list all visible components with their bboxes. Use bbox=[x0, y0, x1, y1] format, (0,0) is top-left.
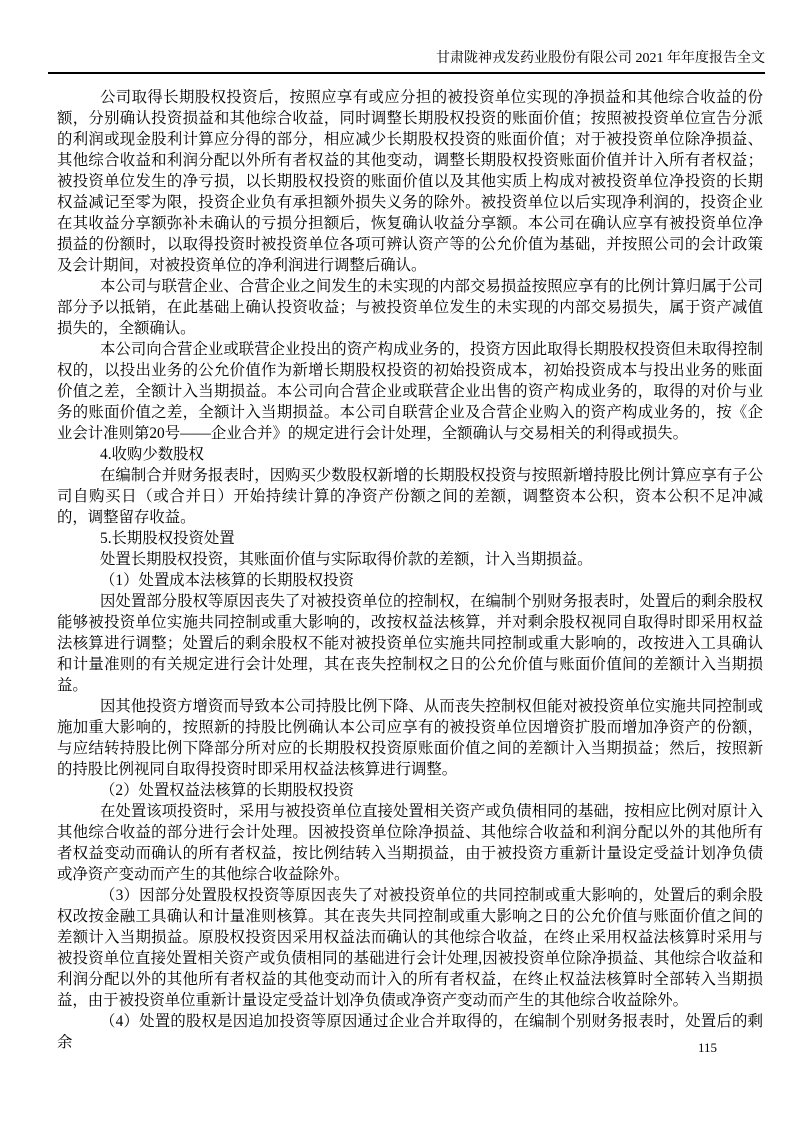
body-paragraph: 在处置该项投资时，采用与被投资单位直接处置相关资产或负债相同的基础，按相应比例对原计入其他综合收益的部分进行会计处理。因被投资单位除净损益、其他综合收益和利润分配以外的其他所有者权益变动而确认的所有者权益，按比例结转入当期损益，由于被投资方重新计量设定受益计划净负债或净资产变动而产生的其他综合收益除外。 bbox=[57, 803, 763, 883]
body-paragraph: 公司取得长期股权投资后，按照应享有或应分担的被投资单位实现的净损益和其他综合收益的份额，分别确认投资损益和其他综合收益，同时调整长期股权投资的账面价值；按照被投资单位宣告分派的利润或现金股利计算应分得的部分，相应减少长期股权投资的账面价值；对于被投资单位除净损益、其他综合收益和利润分配以外所有者权益的其他变动，调整长期股权投资账面价值并计入所有者权益；被投资单位发生的净亏损，以长期股权投资的账面价值以及其他实质上构成对被投资单位净投资的长期权益减记至零为限，投资企业负有承担额外损失义务的除外。被投资单位以后实现净利润的，投资企业在其收益分享额弥补未确认的亏损分担额后，恢复确认收益分享额。本公司在确认应享有被投资单位净损益的份额时，以取得投资时被投资单位各项可辨认资产等的公允价值为基础，并按照公司的会计政策及会计期间，对被投资单位的净利润进行调整后确认。 bbox=[57, 89, 763, 274]
body-paragraph: 本公司与联营企业、合营企业之间发生的未实现的内部交易损益按照应享有的比例计算归属于公司部分予以抵销，在此基础上确认投资收益；与被投资单位发生的未实现的内部交易损失，属于资产减值损失的，全额确认。 bbox=[57, 278, 763, 337]
page-number: 115 bbox=[698, 1040, 718, 1055]
body-paragraph: 本公司向合营企业或联营企业投出的资产构成业务的，投资方因此取得长期股权投资但未取得控制权的，以投出业务的公允价值作为新增长期股权投资的初始投资成本，初始投资成本与投出业务的账面价值之差，全额计入当期损益。本公司向合营企业或联营企业出售的资产构成业务的，取得的对价与业务的账面价值之差，全额计入当期损益。本公司自联营企业及合营企业购入的资产构成业务的，按《企业会计准则第20号——企业合并》的规定进行会计处理，全额确认与交易相关的利得或损失。 bbox=[57, 341, 763, 442]
subsection-heading-disposal-cost-method: （1）处置成本法核算的长期股权投资 bbox=[100, 572, 354, 589]
page-header-title: 甘肃陇神戎发药业股份有限公司 2021 年年度报告全文 bbox=[48, 50, 765, 74]
document-body bbox=[57, 87, 763, 1053]
body-paragraph: （4）处置的股权是因追加投资等原因通过企业合并取得的，在编制个别财务报表时，处置后的剩余 bbox=[57, 1013, 763, 1051]
body-paragraph: 因处置部分股权等原因丧失了对被投资单位的控制权，在编制个别财务报表时，处置后的剩余股权能够被投资单位实施共同控制或重大影响的，改按权益法核算，并对剩余股权视同自取得时即采用权益法核算进行调整；处置后的剩余股权不能对被投资单位实施共同控制或重大影响的，改按进入工具确认和计量准则的有关规定进行会计处理，其在丧失控制权之日的公允价值与账面价值间的差额计入当期损益。 bbox=[57, 593, 763, 694]
body-paragraph: 处置长期股权投资，其账面价值与实际取得价款的差额，计入当期损益。 bbox=[100, 551, 593, 568]
body-paragraph: 因其他投资方增资而导致本公司持股比例下降、从而丧失控制权但能对被投资单位实施共同控制或施加重大影响的，按照新的持股比例确认本公司应享有的被投资单位因增资扩股而增加净资产的份额，与应结转持股比例下降部分所对应的长期股权投资原账面价值之间的差额计入当期损益；然后，按照新的持股比例视同自取得投资时即采用权益法核算进行调整。 bbox=[57, 698, 763, 778]
body-paragraph: （3）因部分处置股权投资等原因丧失了对被投资单位的共同控制或重大影响的，处置后的剩余股权改按金融工具确认和计量准则核算。其在丧失共同控制或重大影响之日的公允价值与账面价值之间的差额计入当期损益。原股权投资因采用权益法而确认的其他综合收益，在终止采用权益法核算时采用与被投资单位直接处置相关资产或负债相同的基础进行会计处理,因被投资单位除净损益、其他综合收益和利润分配以外的其他所有者权益的其他变动而计入的所有者权益，在终止权益法核算时全部转入当期损益，由于被投资单位重新计量设定受益计划净负债或净资产变动而产生的其他综合收益除外。 bbox=[57, 887, 763, 1009]
body-paragraph: 在编制合并财务报表时，因购买少数股权新增的长期股权投资与按照新增持股比例计算应享有子公司自购买日（或合并日）开始持续计算的净资产份额之间的差额，调整资本公积，资本公积不足冲减的，调整留存收益。 bbox=[57, 467, 763, 526]
section-heading-disposal-lt-equity: 5.长期股权投资处置 bbox=[100, 530, 235, 547]
section-heading-acquire-minority-interest: 4.收购少数股权 bbox=[100, 446, 204, 463]
subsection-heading-disposal-equity-method: （2）处置权益法核算的长期股权投资 bbox=[100, 782, 354, 799]
